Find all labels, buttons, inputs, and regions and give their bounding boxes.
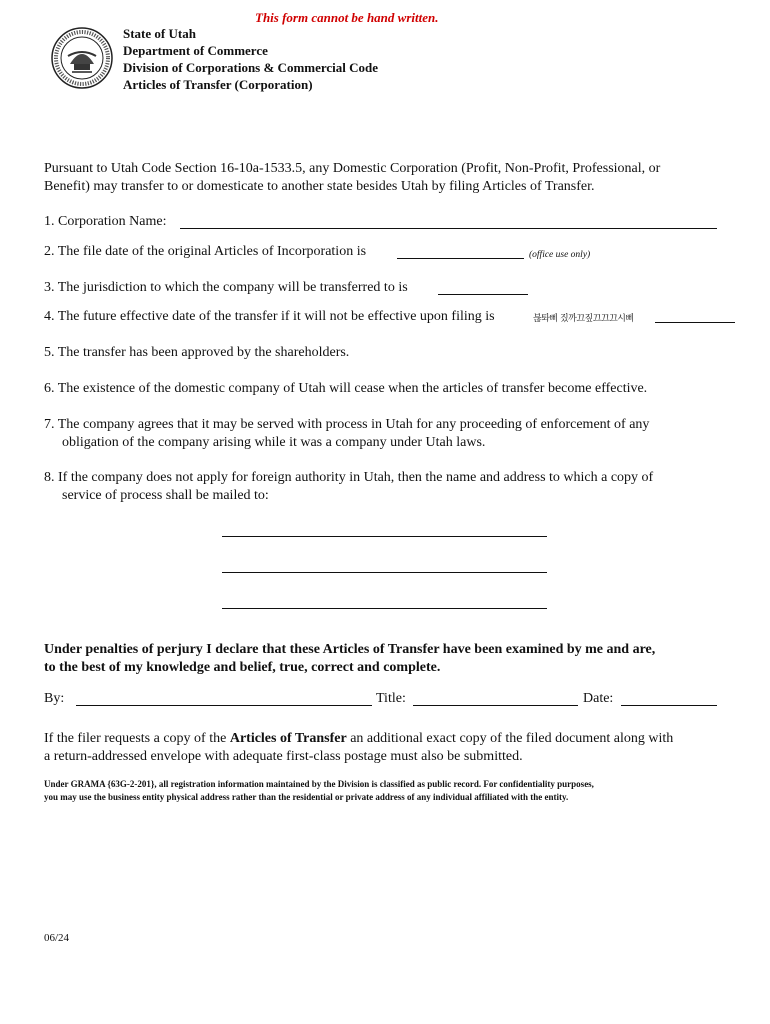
copy-note-line-1: [44, 730, 673, 748]
by-field[interactable]: [76, 705, 372, 706]
header-division: Division of Corporations & Commercial Code: [123, 60, 379, 75]
intro-line-1: Pursuant to Utah Code Section 16-10a-1533.5, any Domestic Corporation (Profit, Non-Profit, Professional, or: [44, 161, 661, 176]
item-mailing-address-line-2: service of process shall be mailed to:: [62, 488, 269, 503]
utah-state-seal: [50, 26, 114, 90]
item-effective-date-label: 4. The future effective date of the transfer if it will not be effective upon filing is: [44, 309, 495, 324]
item-service-of-process-line-2: obligation of the company arising while it was a company under Utah laws.: [62, 435, 486, 450]
file-date-field[interactable]: [397, 258, 524, 259]
grama-line-2: you may use the business entity physical address rather than the residential or private address of any individual affiliated with the entity.: [44, 792, 569, 802]
title-label: Title:: [376, 691, 406, 706]
hand-written-warning: This form cannot be hand written.: [255, 10, 439, 25]
office-use-note: (office use only): [529, 250, 591, 260]
item-jurisdiction-label: 3. The jurisdiction to which the company will be transferred to is: [44, 280, 408, 295]
copy-note-line-2: a return-addressed envelope with adequate first-class postage must also be submitted.: [44, 749, 523, 764]
declaration-line-2: to the best of my knowledge and belief, true, correct and complete.: [44, 660, 441, 675]
address-field-1[interactable]: [222, 536, 547, 537]
jurisdiction-field[interactable]: [438, 294, 528, 295]
date-field[interactable]: [621, 705, 717, 706]
copy-note-bold-title: Articles of Transfer: [229, 731, 347, 746]
form-revision-date: 06/24: [44, 932, 70, 944]
item-service-of-process-line-1: 7. The company agrees that it may be served with process in Utah for any proceeding of enforcement of any: [44, 417, 650, 432]
by-label: By:: [44, 691, 65, 706]
item-mailing-address-line-1: 8. If the company does not apply for foreign authority in Utah, then the name and address to which a copy of: [44, 470, 654, 485]
garbled-date-glyphs: 븒톼삐 짔까끄짚끄끄끄시삐: [533, 314, 634, 324]
intro-line-2: Benefit) may transfer to or domesticate to another state besides Utah by filing Articles of Transfer.: [44, 179, 595, 194]
item-file-date-label: 2. The file date of the original Articles of Incorporation is: [44, 244, 367, 259]
title-field[interactable]: [413, 705, 578, 706]
address-field-3[interactable]: [222, 608, 547, 609]
declaration-line-1: Under penalties of perjury I declare that these Articles of Transfer have been examined by me and are,: [44, 642, 656, 657]
item-existence-ceases: 6. The existence of the domestic company of Utah will cease when the articles of transfer become effective.: [44, 381, 648, 396]
copy-note-text-b: an additional exact copy of the filed document along with: [346, 731, 674, 746]
header-form-title: Articles of Transfer (Corporation): [123, 77, 313, 92]
address-field-2[interactable]: [222, 572, 547, 573]
grama-line-1: Under GRAMA {63G-2-201}, all registration information maintained by the Division is classified as public record. For confidentiality purposes,: [44, 779, 594, 789]
date-label: Date:: [583, 691, 614, 706]
item-shareholders-approval: 5. The transfer has been approved by the shareholders.: [44, 345, 350, 360]
corporation-name-field[interactable]: [180, 228, 717, 229]
header-department: Department of Commerce: [123, 43, 268, 58]
item-corporation-name-label: 1. Corporation Name:: [44, 214, 167, 229]
header-state: State of Utah: [123, 26, 196, 41]
copy-note-text-a: If the filer requests a copy of the: [44, 731, 230, 746]
effective-date-field[interactable]: [655, 322, 735, 323]
grama-notice: [44, 778, 734, 804]
